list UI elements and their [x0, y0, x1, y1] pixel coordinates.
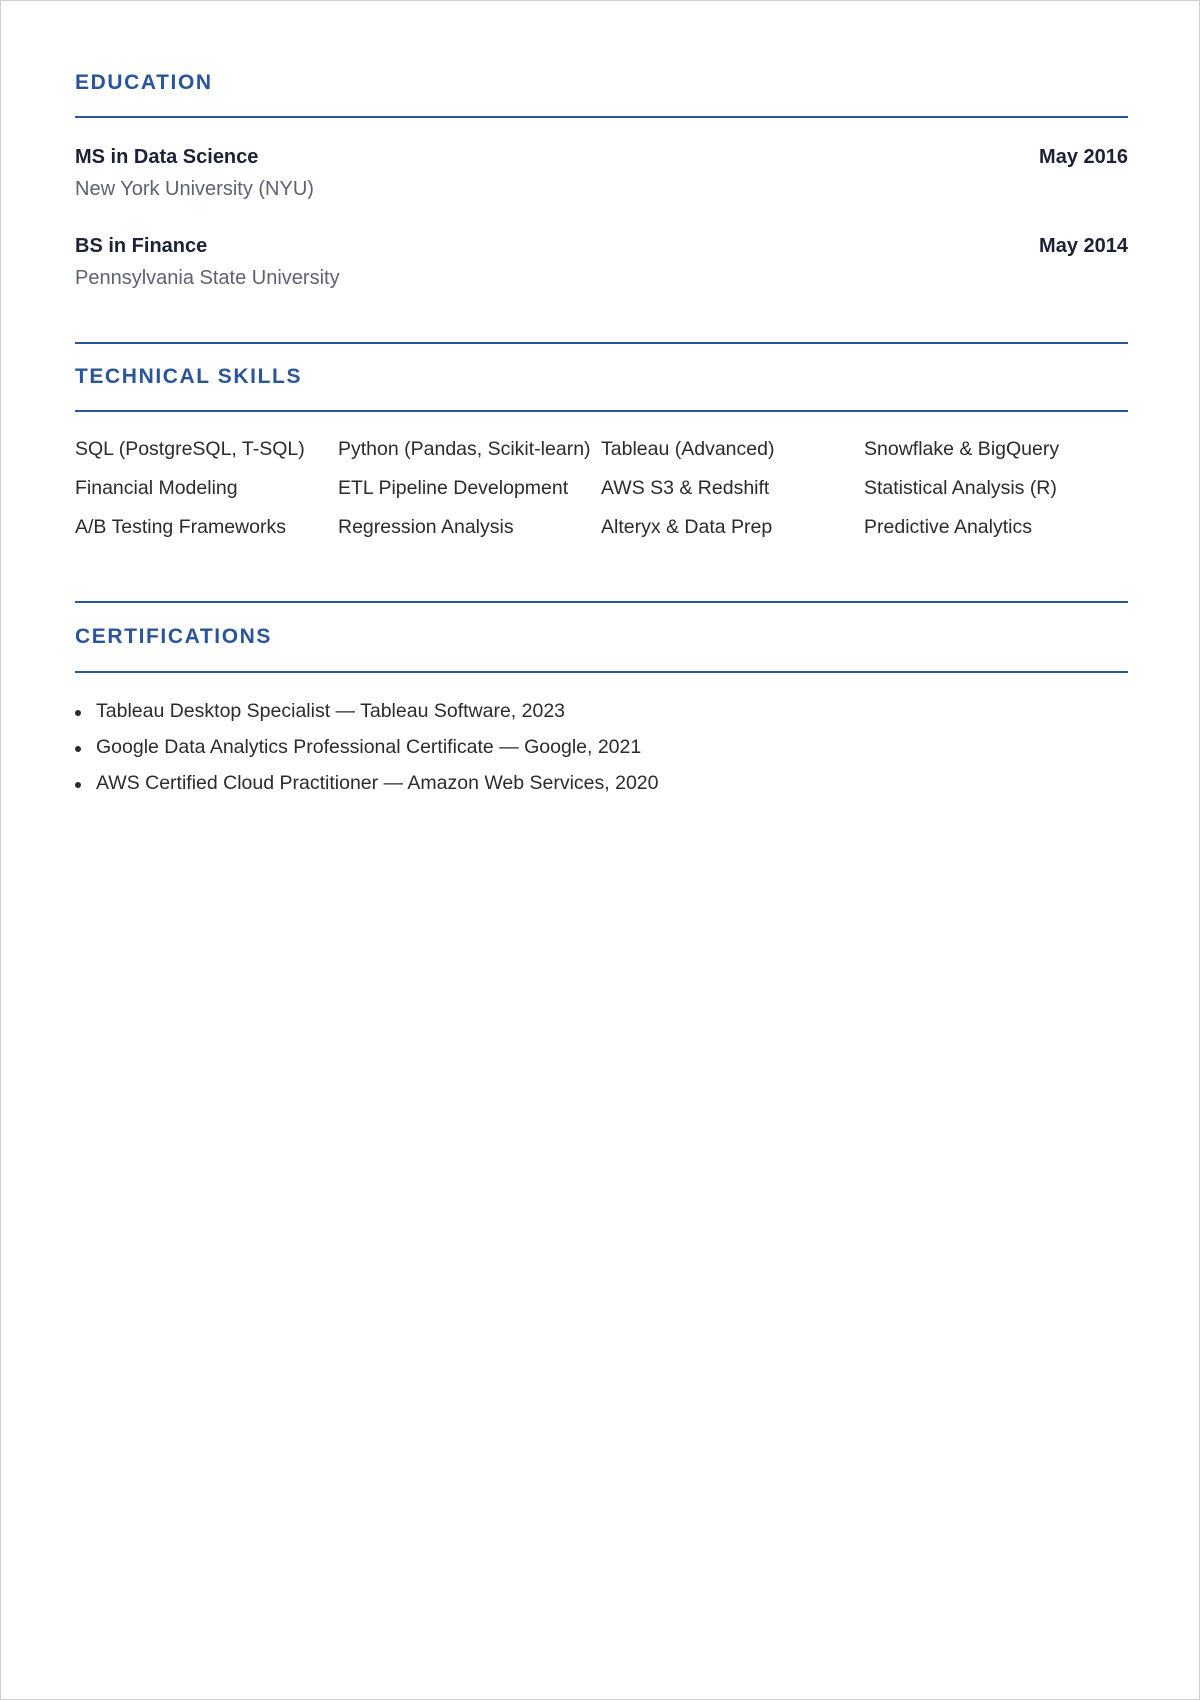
certifications-top-divider [75, 601, 1128, 603]
skill-item: Alteryx & Data Prep [601, 516, 773, 538]
degree-title: MS in Data Science [75, 146, 259, 168]
certifications-divider [75, 671, 1128, 673]
skill-item: ETL Pipeline Development [338, 477, 569, 499]
skill-item: Statistical Analysis (R) [864, 477, 1057, 499]
certification-text: Google Data Analytics Professional Certificate — Google, 2021 [96, 736, 642, 758]
skills-heading: TECHNICAL SKILLS [75, 365, 303, 388]
school-name: Pennsylvania State University [75, 267, 340, 289]
skill-item: Regression Analysis [338, 516, 514, 538]
certifications-heading: CERTIFICATIONS [75, 625, 273, 648]
skill-item: Tableau (Advanced) [601, 438, 775, 460]
certification-item [75, 736, 659, 772]
skills-top-divider [75, 342, 1128, 344]
certification-text: AWS Certified Cloud Practitioner — Amazon Web Services, 2020 [96, 772, 659, 794]
skill-item: Financial Modeling [75, 477, 238, 499]
skill-item: SQL (PostgreSQL, T-SQL) [75, 438, 305, 460]
certification-item [75, 700, 659, 736]
skill-item: A/B Testing Frameworks [75, 516, 286, 538]
skill-item: AWS S3 & Redshift [601, 477, 770, 499]
bullet-icon [75, 710, 81, 716]
education-entry [75, 146, 1128, 236]
education-entry [75, 235, 1128, 325]
certification-text: Tableau Desktop Specialist — Tableau Software, 2023 [96, 700, 566, 722]
bullet-icon [75, 746, 81, 752]
skill-item: Predictive Analytics [864, 516, 1032, 538]
degree-title: BS in Finance [75, 235, 208, 257]
skills-divider [75, 410, 1128, 412]
education-heading: EDUCATION [75, 71, 213, 94]
graduation-date: May 2014 [1039, 235, 1128, 257]
skill-item: Snowflake & BigQuery [864, 438, 1060, 460]
bullet-icon [75, 782, 81, 788]
school-name: New York University (NYU) [75, 178, 314, 200]
graduation-date: May 2016 [1039, 146, 1128, 168]
education-divider [75, 116, 1128, 118]
certification-item [75, 772, 659, 808]
skill-item: Python (Pandas, Scikit-learn) [338, 438, 591, 460]
certifications-list [75, 700, 659, 808]
skills-grid [75, 438, 1127, 539]
